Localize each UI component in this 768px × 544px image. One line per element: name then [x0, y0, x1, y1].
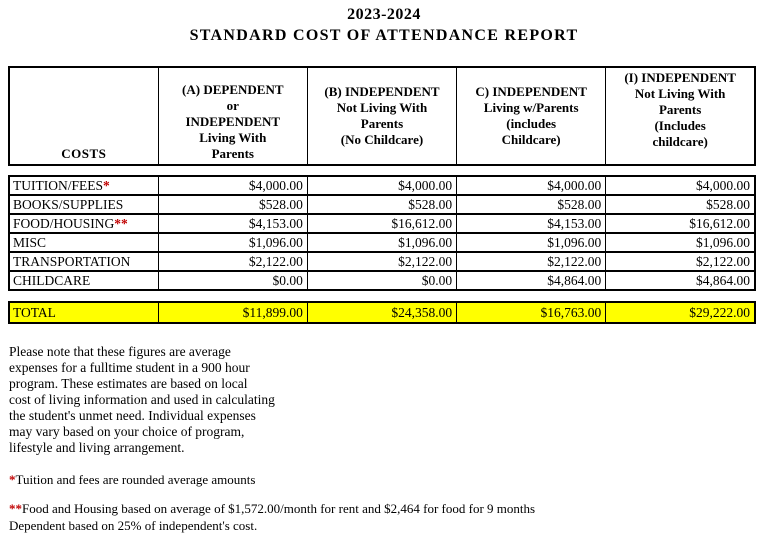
row-label: TRANSPORTATION	[13, 253, 131, 269]
table-row-books-supplies	[9, 195, 755, 214]
total-row	[8, 301, 756, 324]
value-cell: $1,096.00	[158, 233, 307, 252]
footnote-tuition	[9, 471, 768, 488]
value-cell: $4,000.00	[457, 176, 606, 195]
row-label: BOOKS/SUPPLIES	[13, 196, 124, 212]
row-label: MISC	[13, 234, 47, 250]
footnote-mark: **	[9, 501, 22, 516]
footnote-food-housing	[9, 500, 768, 534]
row-label: FOOD/HOUSING	[13, 215, 115, 231]
note-line: may vary based on your choice of program,	[9, 424, 245, 439]
total-value-cell: $24,358.00	[307, 302, 456, 323]
row-label: TUITION/FEES	[13, 177, 103, 193]
value-cell: $2,122.00	[307, 252, 456, 271]
total-value-cell: $11,899.00	[158, 302, 307, 323]
row-label: CHILDCARE	[13, 272, 91, 288]
note-line: cost of living information and used in calculating	[9, 392, 275, 407]
note-line: expenses for a fulltime student in a 900 hour	[9, 360, 250, 375]
page-title: STANDARD COST OF ATTENDANCE REPORT	[189, 27, 579, 44]
value-cell: $528.00	[606, 195, 755, 214]
row-label-cell	[9, 252, 158, 271]
cost-table-body	[8, 175, 756, 291]
column-header-i: (I) INDEPENDENT Not Living With Parents (Includes childcare)	[606, 67, 755, 165]
row-label-cell	[9, 214, 158, 233]
footnote-line: Dependent based on 25% of independent's cost.	[9, 518, 258, 533]
value-cell: $528.00	[307, 195, 456, 214]
total-value-cell: $29,222.00	[606, 302, 755, 323]
total-label-cell: TOTAL	[9, 302, 158, 323]
note-line: the student's unmet need. Individual expenses	[9, 408, 256, 423]
value-cell: $16,612.00	[307, 214, 456, 233]
table-row-transportation	[9, 252, 755, 271]
table-row-tuition-fees	[9, 176, 755, 195]
value-cell: $528.00	[457, 195, 606, 214]
row-label-cell	[9, 195, 158, 214]
footnote-mark: *	[103, 177, 110, 193]
header-row	[9, 67, 755, 165]
value-cell: $4,864.00	[457, 271, 606, 290]
column-header-a: (A) DEPENDENT or INDEPENDENT Living With Parents	[158, 67, 307, 165]
report-title-block	[0, 0, 768, 45]
total-value-cell: $16,763.00	[457, 302, 606, 323]
value-cell: $4,000.00	[307, 176, 456, 195]
footnote-text: Food and Housing based on average of $1,572.00/month for rent and $2,464 for food for 9 months	[22, 501, 536, 516]
note-line: lifestyle and living arrangement.	[9, 440, 185, 455]
row-label-cell	[9, 271, 158, 290]
costs-header-cell	[9, 67, 158, 165]
footnote-mark: **	[114, 215, 128, 231]
footnote-line	[9, 500, 768, 517]
cost-table-header	[8, 66, 756, 166]
note-paragraph	[9, 344, 768, 456]
value-cell: $528.00	[158, 195, 307, 214]
note-line: program. These estimates are based on local	[9, 376, 248, 391]
note-line: Please note that these figures are average	[9, 344, 231, 359]
table-row-childcare	[9, 271, 755, 290]
table-row-misc	[9, 233, 755, 252]
value-cell: $4,153.00	[457, 214, 606, 233]
row-label-cell	[9, 176, 158, 195]
value-cell: $2,122.00	[606, 252, 755, 271]
value-cell: $4,153.00	[158, 214, 307, 233]
column-header-b: (B) INDEPENDENT Not Living With Parents (No Childcare)	[307, 67, 456, 165]
value-cell: $1,096.00	[307, 233, 456, 252]
table-row-food-housing	[9, 214, 755, 233]
report-year: 2023-2024	[347, 6, 421, 23]
value-cell: $4,000.00	[606, 176, 755, 195]
value-cell: $4,864.00	[606, 271, 755, 290]
value-cell: $0.00	[158, 271, 307, 290]
value-cell: $1,096.00	[457, 233, 606, 252]
row-label-cell	[9, 233, 158, 252]
value-cell: $0.00	[307, 271, 456, 290]
footnote-text: Tuition and fees are rounded average amounts	[15, 472, 256, 487]
costs-label: COSTS	[61, 146, 107, 161]
value-cell: $16,612.00	[606, 214, 755, 233]
value-cell: $2,122.00	[158, 252, 307, 271]
value-cell: $1,096.00	[606, 233, 755, 252]
value-cell: $4,000.00	[158, 176, 307, 195]
value-cell: $2,122.00	[457, 252, 606, 271]
footnote-mark: *	[9, 472, 16, 487]
column-header-c: C) INDEPENDENT Living w/Parents (includes Childcare)	[457, 67, 606, 165]
